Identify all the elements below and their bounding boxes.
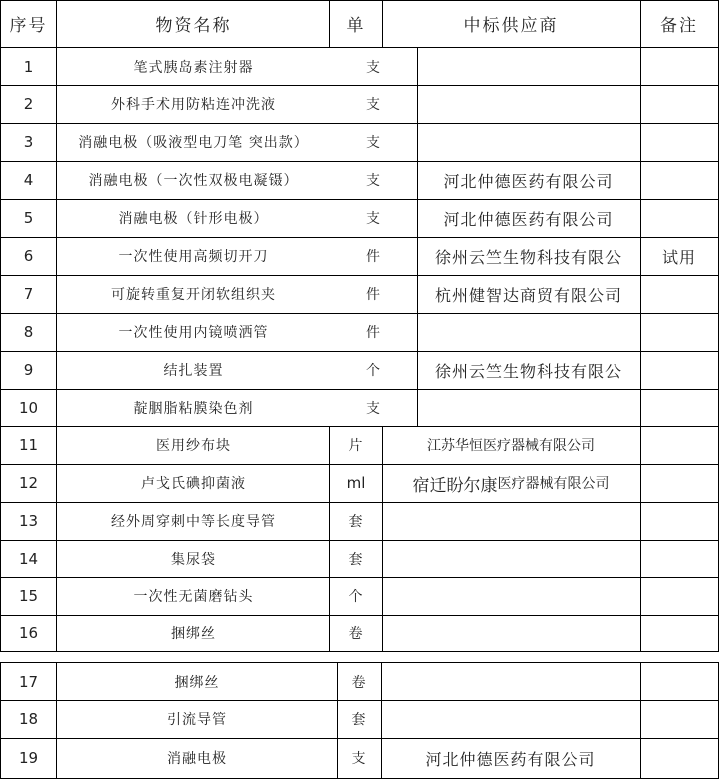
row-name: 捆绑丝 [174, 674, 220, 691]
row-seq: 4 [23, 171, 34, 189]
grid-line [0, 85, 719, 86]
row-name: 消融电极（针形电极） [118, 211, 269, 227]
row-unit: 支 [366, 173, 381, 189]
row-unit: 支 [366, 135, 381, 151]
row-seq: 10 [18, 398, 39, 417]
grid-line [0, 502, 719, 503]
row-seq: 9 [23, 361, 34, 379]
row-seq: 14 [18, 549, 39, 568]
grid-line [0, 161, 719, 162]
row-name: 一次性使用高频切开刀 [118, 249, 269, 265]
row-name: 一次性无菌磨钻头 [133, 589, 254, 605]
row-seq: 12 [18, 474, 39, 492]
row-seq: 13 [18, 512, 39, 530]
grid-line [0, 313, 719, 314]
row-name: 经外周穿刺中等长度导管 [111, 514, 276, 530]
row-name: 消融电极（吸液型电刀笔 突出款） [78, 135, 309, 151]
grid-line [0, 615, 719, 616]
header-unit: 单 [346, 16, 366, 36]
grid-line [0, 0, 1, 652]
grid-line [56, 662, 57, 779]
grid-line [0, 700, 719, 701]
row-unit: 套 [351, 712, 367, 728]
header-seq: 序号 [9, 16, 48, 36]
row-supplier: 徐州云竺生物科技有限公 [434, 361, 622, 381]
row-seq: 19 [18, 749, 39, 767]
row-seq: 15 [18, 587, 39, 605]
grid-line [0, 47, 719, 48]
row-name: 靛胭脂粘膜染色剂 [133, 400, 254, 417]
grid-line [640, 0, 641, 652]
grid-line [0, 237, 719, 238]
row-name: 笔式胰岛素注射器 [133, 59, 254, 76]
grid-line [329, 426, 330, 652]
grid-line [0, 199, 719, 200]
row-unit: 支 [366, 59, 381, 76]
grid-line [0, 778, 719, 779]
supplier-part-b: 医疗器械有限公司 [497, 476, 610, 492]
row-seq: 1 [23, 57, 34, 76]
grid-line [0, 651, 719, 652]
row-supplier: 河北仲德医药有限公司 [443, 209, 614, 229]
grid-line [0, 464, 719, 465]
row-name: 一次性使用内镜喷洒管 [118, 325, 269, 341]
header-supplier: 中标供应商 [463, 16, 559, 36]
row-seq: 2 [23, 95, 34, 113]
row-seq: 8 [23, 323, 34, 341]
grid-line [0, 738, 719, 739]
row-supplier: 杭州健智达商贸有限公司 [434, 285, 622, 305]
grid-line [329, 0, 330, 48]
row-seq: 18 [18, 710, 39, 728]
grid-line [382, 426, 383, 652]
row-name: 外科手术用防粘连冲洗液 [111, 97, 276, 113]
grid-line [0, 662, 719, 663]
row-unit: 支 [351, 751, 367, 767]
grid-line [0, 540, 719, 541]
row-seq: 3 [23, 133, 34, 151]
row-unit: ml [346, 474, 366, 492]
row-unit: 片 [348, 438, 364, 454]
row-supplier: 河北仲德医药有限公司 [425, 749, 596, 769]
grid-line [0, 275, 719, 276]
supplier-part-a: 宿迁盼尔康 [412, 475, 498, 496]
row-unit: 支 [366, 400, 381, 417]
row-unit: 件 [366, 287, 381, 303]
grid-line [640, 662, 641, 779]
row-seq: 16 [18, 624, 39, 642]
grid-line [0, 662, 1, 779]
row-unit: 件 [366, 325, 381, 341]
row-seq: 5 [23, 209, 34, 227]
grid-line [0, 0, 719, 1]
row-seq: 17 [18, 672, 39, 691]
row-name: 集尿袋 [171, 551, 216, 568]
row-seq: 7 [23, 285, 34, 303]
row-note: 试用 [661, 247, 696, 267]
header-note: 备注 [660, 16, 698, 36]
grid-line [0, 351, 719, 352]
row-name: 捆绑丝 [171, 626, 216, 642]
row-unit: 卷 [348, 626, 364, 642]
row-unit: 个 [366, 363, 381, 379]
row-supplier: 河北仲德医药有限公司 [443, 171, 614, 191]
row-unit: 个 [348, 589, 364, 605]
row-supplier: 徐州云竺生物科技有限公 [434, 247, 622, 267]
grid-line [382, 0, 383, 48]
row-name: 引流导管 [167, 712, 227, 728]
row-seq: 6 [23, 247, 34, 265]
grid-line [417, 47, 418, 427]
row-supplier [382, 464, 640, 502]
grid-line [337, 662, 338, 779]
row-name: 医用纱布块 [156, 438, 231, 454]
row-unit: 套 [348, 551, 364, 568]
row-seq: 11 [18, 436, 39, 454]
row-unit: 件 [366, 249, 381, 265]
grid-line [56, 0, 57, 652]
row-unit: 卷 [351, 674, 367, 691]
row-name: 结扎装置 [163, 363, 224, 379]
row-name: 卢戈氏碘抑菌液 [141, 476, 246, 492]
row-name: 消融电极 [167, 751, 227, 767]
row-name: 消融电极（一次性双极电凝镊） [88, 173, 299, 189]
grid-line [0, 389, 719, 390]
row-unit: 套 [348, 514, 364, 530]
header-name: 物资名称 [155, 16, 232, 36]
row-unit: 支 [366, 211, 381, 227]
grid-line [381, 662, 382, 779]
row-unit: 支 [366, 97, 381, 113]
grid-line [0, 577, 719, 578]
grid-line [0, 123, 719, 124]
row-supplier: 江苏华恒医疗器械有限公司 [427, 438, 595, 454]
grid-line [0, 426, 719, 427]
row-name: 可旋转重复开闭软组织夹 [111, 287, 276, 303]
